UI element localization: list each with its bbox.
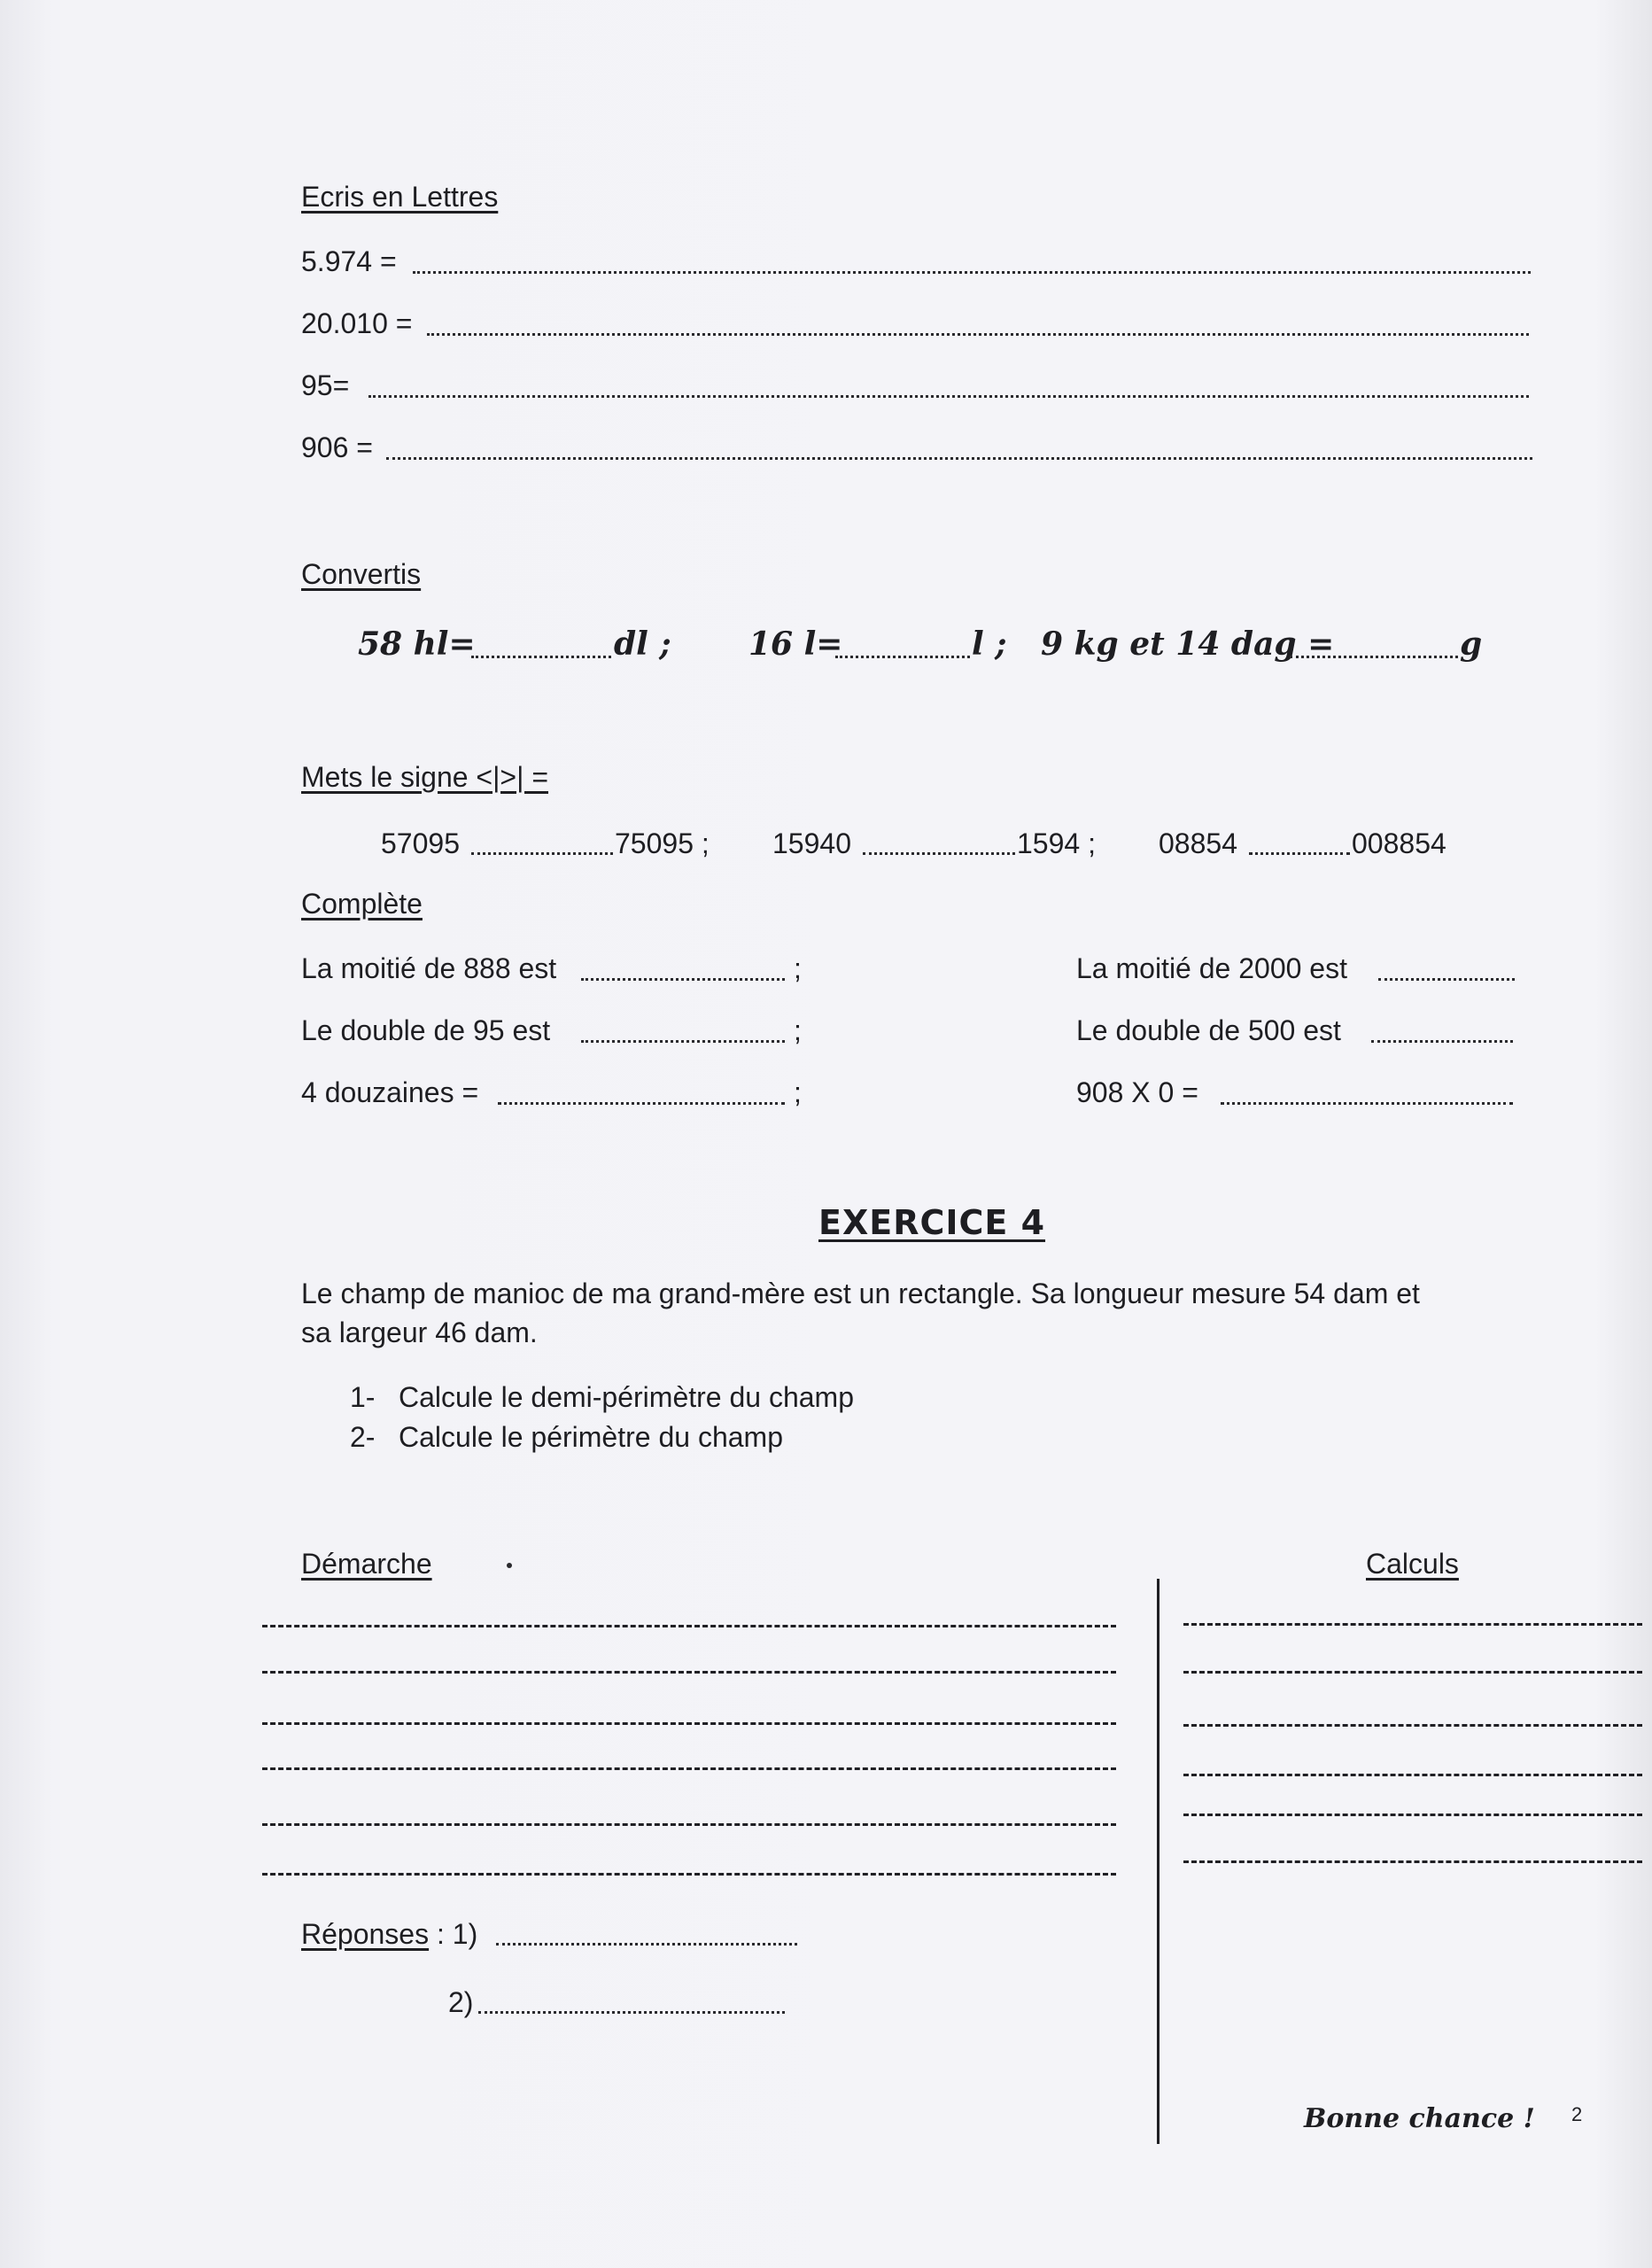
answer-line[interactable] xyxy=(413,271,1531,274)
answer-line[interactable] xyxy=(471,656,611,658)
exercise-heading: EXERCICE 4 xyxy=(818,1203,1046,1242)
question-1-number: 1- xyxy=(350,1381,376,1413)
answer-line[interactable] xyxy=(1371,1040,1513,1043)
compare-1-right: 75095 ; xyxy=(615,827,710,859)
convert-3-unit: g xyxy=(1460,625,1483,663)
compare-2-left: 15940 xyxy=(772,827,851,859)
complete-right-3: 908 X 0 = xyxy=(1076,1076,1198,1108)
answer-line[interactable] xyxy=(835,656,970,658)
complete-title: Complète xyxy=(301,888,423,920)
calculation-line[interactable] xyxy=(1183,1814,1642,1816)
convert-2-unit: l ; xyxy=(972,625,1007,663)
ink-dot xyxy=(507,1563,512,1568)
answer-line[interactable] xyxy=(471,852,613,855)
answer-line[interactable] xyxy=(498,1102,785,1105)
question-2-number: 2- xyxy=(350,1421,376,1453)
semicolon: ; xyxy=(794,1076,802,1108)
convert-1-label: 58 hl= xyxy=(358,625,476,663)
calculation-line[interactable] xyxy=(1183,1860,1642,1863)
ecris-item-4: 906 = xyxy=(301,431,373,463)
answer-line[interactable] xyxy=(1290,656,1458,658)
question-1: Calcule le demi-périmètre du champ xyxy=(399,1381,854,1413)
complete-right-1: La moitié de 2000 est xyxy=(1076,952,1347,984)
calculs-label: Calculs xyxy=(1366,1548,1459,1580)
reponses-number-2: 2) xyxy=(448,1986,474,2018)
reponses-number-1: : 1) xyxy=(429,1918,478,1950)
answer-line[interactable] xyxy=(581,1040,785,1043)
reponses-row-1 xyxy=(301,1916,477,1952)
working-line[interactable] xyxy=(262,1823,1116,1826)
ecris-item-3: 95= xyxy=(301,369,350,401)
compare-1-left: 57095 xyxy=(381,827,460,859)
convert-2-label: 16 l= xyxy=(748,625,843,663)
answer-line[interactable] xyxy=(478,2011,785,2014)
calculation-line[interactable] xyxy=(1183,1774,1642,1776)
convertis-title: Convertis xyxy=(301,558,422,590)
demarche-label: Démarche xyxy=(301,1548,432,1580)
complete-left-1: La moitié de 888 est xyxy=(301,952,557,984)
convert-3-label: 9 kg et 14 dag = xyxy=(1041,625,1335,663)
complete-right-2: Le double de 500 est xyxy=(1076,1014,1341,1046)
compare-3-left: 08854 xyxy=(1159,827,1237,859)
problem-line-1: Le champ de manioc de ma grand-mère est un rectangle. Sa longueur mesure 54 dam et xyxy=(301,1278,1420,1309)
complete-left-2: Le double de 95 est xyxy=(301,1014,551,1046)
working-line[interactable] xyxy=(262,1767,1116,1770)
calculation-line[interactable] xyxy=(1183,1671,1642,1674)
calculation-line[interactable] xyxy=(1183,1623,1642,1626)
bonne-chance: Bonne chance ! xyxy=(1304,2103,1535,2134)
signe-title: Mets le signe <|>| = xyxy=(301,761,548,793)
answer-line[interactable] xyxy=(1378,978,1515,981)
answer-line[interactable] xyxy=(1249,852,1350,855)
working-line[interactable] xyxy=(262,1671,1116,1674)
working-line[interactable] xyxy=(262,1625,1116,1627)
ecris-title: Ecris en Lettres xyxy=(301,181,499,213)
semicolon: ; xyxy=(794,952,802,984)
problem-line-2: sa largeur 46 dam. xyxy=(301,1317,538,1348)
answer-line[interactable] xyxy=(581,978,785,981)
answer-line[interactable] xyxy=(427,333,1529,336)
answer-line[interactable] xyxy=(496,1943,797,1946)
convert-1-unit: dl ; xyxy=(614,625,671,663)
compare-3-right: 008854 xyxy=(1352,827,1446,859)
page-number: 2 xyxy=(1571,2103,1583,2125)
calculation-line[interactable] xyxy=(1183,1724,1642,1727)
column-divider xyxy=(1157,1579,1160,2144)
compare-2-right: 1594 ; xyxy=(1017,827,1096,859)
answer-line[interactable] xyxy=(1221,1102,1513,1105)
semicolon: ; xyxy=(794,1014,802,1046)
answer-line[interactable] xyxy=(863,852,1015,855)
ecris-item-1: 5.974 = xyxy=(301,245,397,277)
answer-line[interactable] xyxy=(386,457,1532,460)
question-2: Calcule le périmètre du champ xyxy=(399,1421,783,1453)
answer-line[interactable] xyxy=(368,395,1529,398)
reponses-label: Réponses xyxy=(301,1918,430,1950)
complete-left-3: 4 douzaines = xyxy=(301,1076,479,1108)
working-line[interactable] xyxy=(262,1873,1116,1876)
working-line[interactable] xyxy=(262,1722,1116,1725)
ecris-item-2: 20.010 = xyxy=(301,307,413,339)
